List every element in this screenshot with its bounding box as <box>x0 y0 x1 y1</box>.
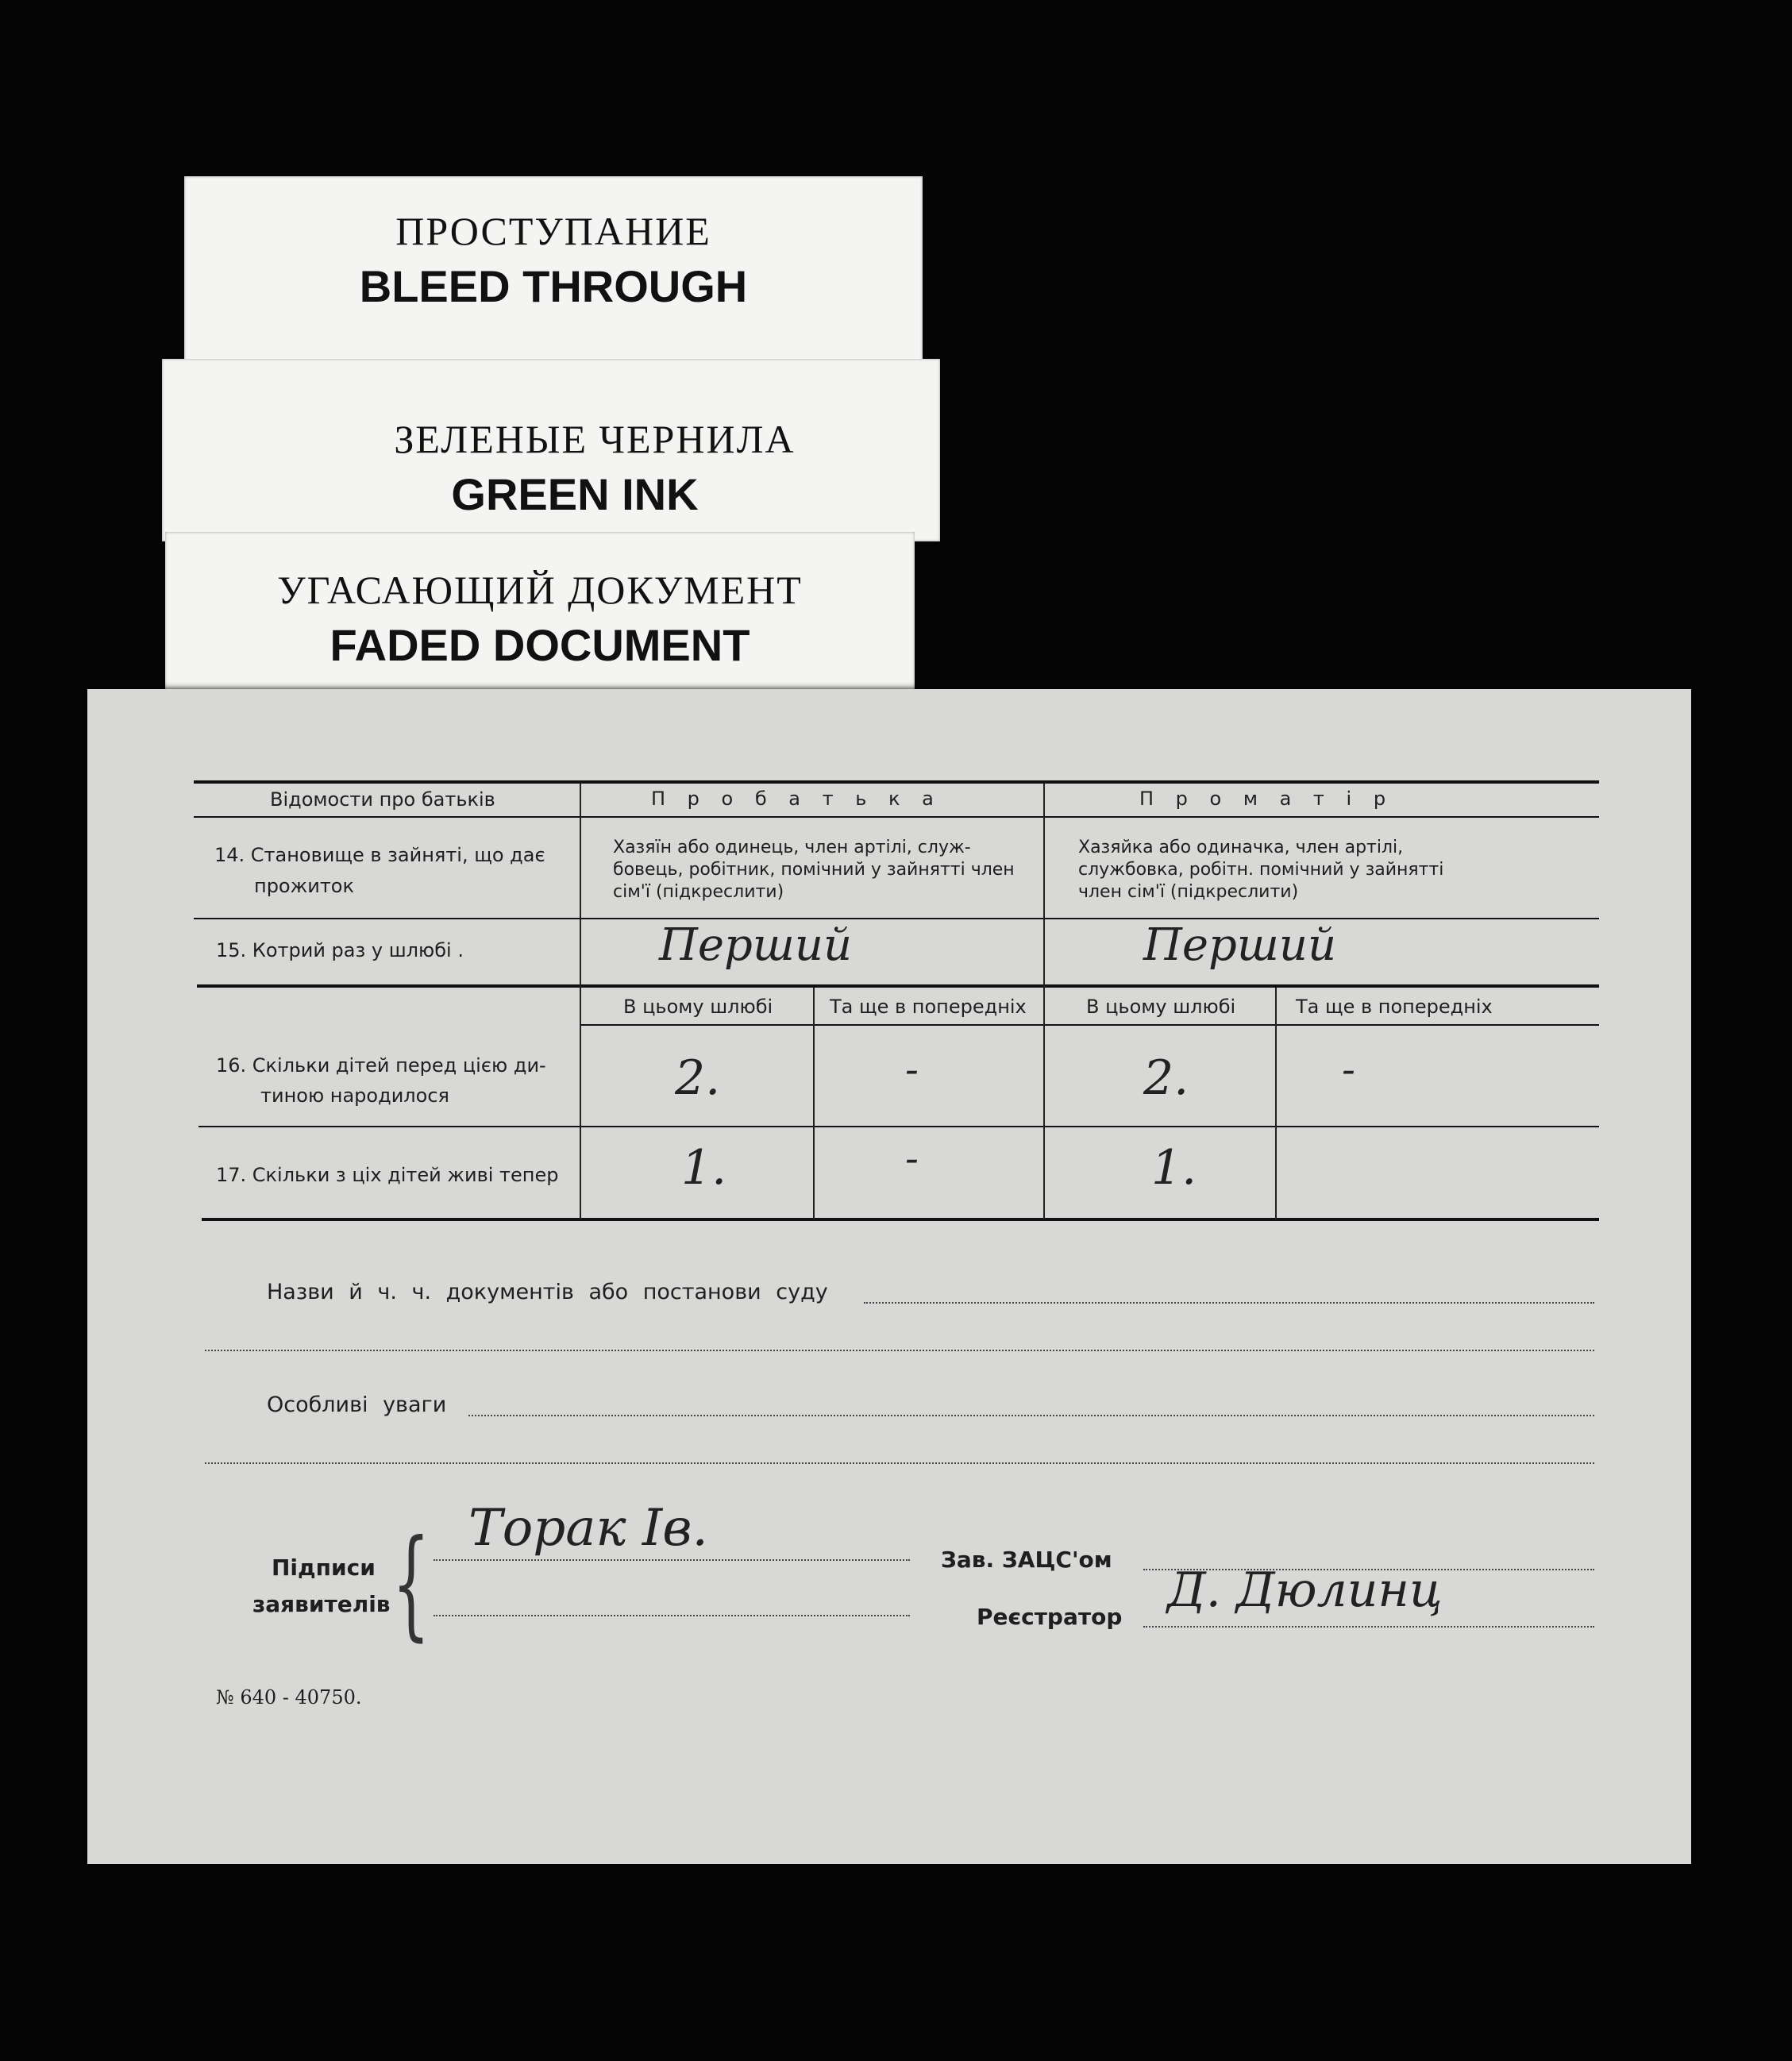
registrar-label: Реєстратор <box>977 1604 1123 1630</box>
row16-mother-this: 2. <box>1143 1050 1189 1106</box>
documents-label: Назви й ч. ч. документів або постанови суду <box>267 1280 828 1304</box>
notes-line-1 <box>468 1415 1594 1416</box>
subheader-previous-father: Та ще в попередніх <box>830 996 1027 1018</box>
documents-line-1 <box>864 1302 1594 1304</box>
signatures-label-2: заявителів <box>252 1591 391 1617</box>
row16-father-this: 2. <box>675 1050 721 1106</box>
registrar-signature: Д. Дюлинц <box>1167 1562 1443 1618</box>
table-top-rule <box>194 780 1599 784</box>
form-sheet <box>87 689 1691 1864</box>
notes-label: Особливі уваги <box>267 1393 447 1417</box>
tag-ru-text: УГАСАЮЩИЙ ДОКУМЕНТ <box>277 568 803 612</box>
subheader-previous-mother: Та ще в попередніх <box>1296 996 1493 1018</box>
table-bottom-rule <box>202 1218 1599 1221</box>
row17-father-prev: - <box>905 1135 919 1181</box>
documents-line-2 <box>205 1350 1594 1351</box>
tag-en-text: FADED DOCUMENT <box>329 620 750 670</box>
signatures-label-1: Підписи <box>272 1554 376 1581</box>
row17-mother-this: 1. <box>1151 1140 1197 1196</box>
signature-line-1 <box>434 1559 910 1561</box>
subheader-this-marriage-mother: В цьому шлюбі <box>1086 996 1236 1018</box>
row15-rule <box>197 984 1599 988</box>
registrar-line <box>1143 1626 1594 1628</box>
header-info-label: Відомости про батьків <box>270 788 495 811</box>
header-mother: П р о м а т і р <box>1139 788 1394 810</box>
row16-rule <box>198 1126 1599 1127</box>
tag-en-text: GREEN INK <box>451 469 699 519</box>
row17-father-this: 1. <box>681 1140 727 1196</box>
row16-label-1: 16. Скільки дітей перед цією ди- <box>216 1054 546 1077</box>
tag-ru-text: ПРОСТУПАНИЕ <box>395 209 711 253</box>
row16-label-2: тиною народилося <box>260 1084 449 1107</box>
tag-en-text: BLEED THROUGH <box>359 261 748 311</box>
applicant-signature: Торак Ів. <box>468 1499 708 1558</box>
header-father: П р о б а т ь к а <box>651 788 942 810</box>
col-divider-2 <box>1043 783 1045 1219</box>
row14-label-2: прожиток <box>254 875 354 897</box>
form-number: № 640 - 40750. <box>216 1686 362 1709</box>
subheader-this-marriage-father: В цьому шлюбі <box>623 996 773 1018</box>
row14-label-1: 14. Становище в зайняті, що дає <box>214 844 545 866</box>
signature-line-2 <box>434 1615 910 1616</box>
row16-mother-prev: - <box>1342 1046 1355 1092</box>
row15-mother-handwritten: Перший <box>1143 919 1337 971</box>
subheader-rule <box>580 1024 1599 1026</box>
row14-mother-options: Хазяйка або одиначка, член артілі, службовка, робітн. помічний у зайнятті член сім'ї (підкреслити) <box>1078 838 1444 902</box>
col-divider-1 <box>580 783 581 1219</box>
tag-green-ink <box>162 359 940 541</box>
tag-bleed-through <box>184 176 923 367</box>
row15-father-handwritten: Перший <box>659 919 853 971</box>
row14-rule <box>194 918 1599 919</box>
tag-ru-text: ЗЕЛЕНЫЕ ЧЕРНИЛА <box>394 417 796 461</box>
header-rule <box>194 816 1599 818</box>
row15-label: 15. Котрий раз у шлюбі . <box>216 939 464 961</box>
row14-father-options: Хазяїн або одинець, член артілі, служ-бовець, робітник, помічний у зайнятті член сім'ї (підкреслити) <box>613 838 1015 902</box>
notes-line-2 <box>205 1462 1594 1464</box>
col-divider-4 <box>1275 988 1277 1219</box>
row17-label: 17. Скільки з ціх дітей живі тепер <box>216 1164 559 1186</box>
tag-faded-document <box>165 532 915 691</box>
col-divider-3 <box>813 988 815 1219</box>
signatures-brace: { <box>391 1515 430 1653</box>
head-zags-label: Зав. ЗАЦС'ом <box>941 1547 1112 1573</box>
row16-father-prev: - <box>905 1046 919 1092</box>
